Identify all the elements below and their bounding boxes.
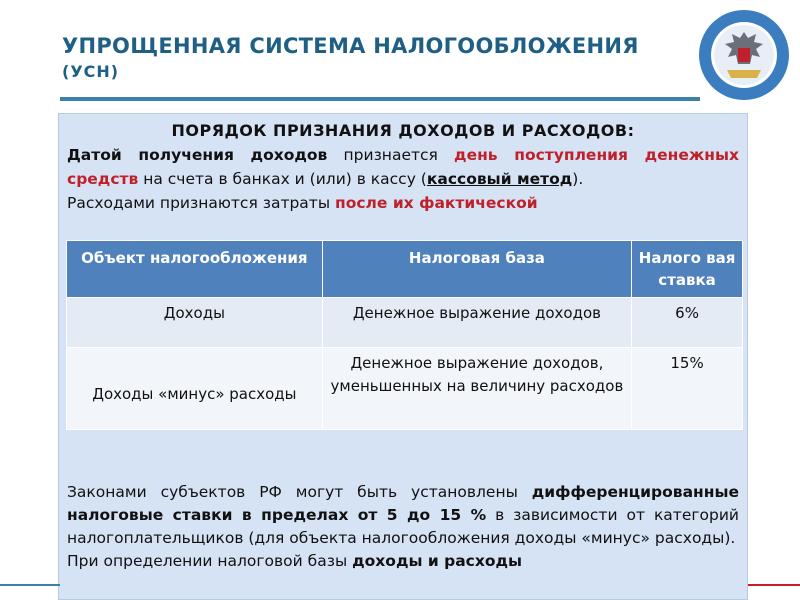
tax-base-paragraph (67, 550, 739, 573)
table-header-row (67, 241, 743, 298)
table-cell: Доходы (67, 298, 323, 348)
title-divider (60, 97, 700, 101)
text-segment: в зависимости от категорий налогоплательщиков (для объекта налогообложения доходы «минус» расходы). (67, 506, 739, 547)
text-segment: признается (327, 146, 455, 164)
bold-text: дифференцированные налоговые ставки в пределах от 5 до 15 % (67, 483, 739, 524)
table-cell: 15% (632, 348, 743, 430)
column-header: Налоговая база (322, 241, 631, 298)
table-row (67, 348, 743, 430)
income-recognition-paragraph (67, 143, 739, 191)
page-title: УПРОЩЕННАЯ СИСТЕМА НАЛОГООБЛОЖЕНИЯ (62, 34, 639, 58)
bold-text: доходы и расходы (352, 552, 523, 570)
text-segment: на счета в банках и (или) в кассу ( (138, 170, 427, 188)
column-header: Объект налогообложения (67, 241, 323, 298)
table-cell: Доходы «минус» расходы (67, 348, 323, 430)
tax-rates-table (66, 240, 743, 430)
text-segment: Расходами признаются затраты (67, 194, 336, 212)
section-heading: ПОРЯДОК ПРИЗНАНИЯ ДОХОДОВ И РАСХОДОВ: (171, 121, 635, 140)
table-row (67, 298, 743, 348)
table-cell: Денежное выражение доходов (322, 298, 631, 348)
text-segment: ). (572, 170, 584, 188)
panel-bottom-text (67, 481, 739, 573)
text-segment: При определении налоговой базы (67, 552, 353, 570)
highlight-text: после их фактической (335, 194, 538, 212)
text-segment: Законами субъектов РФ могут быть установлены (67, 483, 532, 501)
content-panel (58, 113, 748, 600)
panel-text (67, 119, 739, 215)
expense-recognition-paragraph (67, 191, 739, 215)
differentiated-rates-paragraph (67, 481, 739, 550)
underlined-term: кассовый метод (426, 170, 573, 188)
double-headed-eagle-emblem-icon (697, 8, 791, 102)
page-subtitle: (УСН) (62, 62, 120, 81)
text-segment: Датой получения доходов (67, 146, 328, 164)
column-header: Налого вая ставка (632, 241, 743, 298)
table-cell: Денежное выражение доходов, уменьшенных на величину расходов (322, 348, 631, 430)
table-cell: 6% (632, 298, 743, 348)
highlight-text: день поступления денежных средств (67, 146, 740, 188)
footer-accent-line (0, 584, 800, 586)
